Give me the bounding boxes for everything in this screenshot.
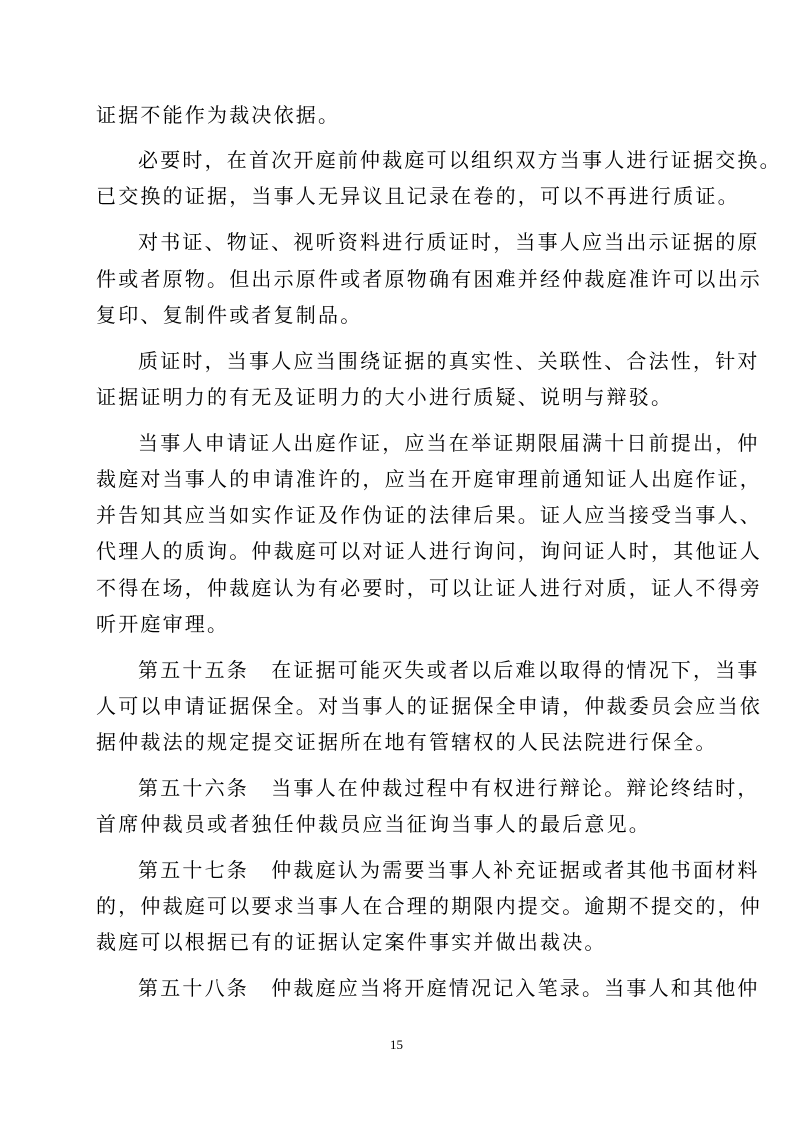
text-line: 并告知其应当如实作证及作伪证的法律后果。证人应当接受当事人、 — [96, 503, 762, 527]
text-line: 件或者原物。但出示原件或者原物确有困难并经仲裁庭准许可以出示 — [96, 267, 762, 291]
text-line: 已交换的证据，当事人无异议且记录在卷的，可以不再进行质证。 — [96, 184, 740, 208]
text-line: 首席仲裁员或者独任仲裁员应当征询当事人的最后意见。 — [96, 812, 651, 836]
text-line: 代理人的质询。仲裁庭可以对证人进行询问，询问证人时，其他证人 — [96, 539, 762, 563]
text-line: 人可以申请证据保全。对当事人的证据保全申请，仲裁委员会应当依 — [96, 694, 762, 718]
text-line: 的，仲裁庭可以要求当事人在合理的期限内提交。逾期不提交的，仲 — [96, 894, 762, 918]
text-line: 对书证、物证、视听资料进行质证时，当事人应当出示证据的原 — [138, 230, 760, 254]
text-line: 裁庭对当事人的申请准许的，应当在开庭审理前通知证人出庭作证， — [96, 467, 762, 491]
text-line: 不得在场，仲裁庭认为有必要时，可以让证人进行对质，证人不得旁 — [96, 576, 762, 600]
text-line: 证据不能作为裁决依据。 — [96, 103, 341, 127]
page-number: 15 — [390, 1037, 403, 1052]
article-line: 第五十七条 仲裁庭认为需要当事人补充证据或者其他书面材料 — [138, 858, 760, 882]
text-line: 复印、复制件或者复制品。 — [96, 303, 363, 327]
text-line: 当事人申请证人出庭作证，应当在举证期限届满十日前提出，仲 — [138, 431, 760, 455]
text-line: 裁庭可以根据已有的证据认定案件事实并做出裁决。 — [96, 930, 607, 954]
article-line: 第五十八条 仲裁庭应当将开庭情况记入笔录。当事人和其他仲 — [138, 976, 760, 1000]
text-line: 证据证明力的有无及证明力的大小进行质疑、说明与辩驳。 — [96, 385, 674, 409]
text-line: 质证时，当事人应当围绕证据的真实性、关联性、合法性，针对 — [138, 349, 760, 373]
article-line: 第五十六条 当事人在仲裁过程中有权进行辩论。辩论终结时， — [138, 776, 760, 800]
text-line: 必要时，在首次开庭前仲裁庭可以组织双方当事人进行证据交换。 — [138, 148, 782, 172]
article-line: 第五十五条 在证据可能灭失或者以后难以取得的情况下，当事 — [138, 658, 760, 682]
text-line: 据仲裁法的规定提交证据所在地有管辖权的人民法院进行保全。 — [96, 730, 718, 754]
text-line: 听开庭审理。 — [96, 612, 230, 636]
